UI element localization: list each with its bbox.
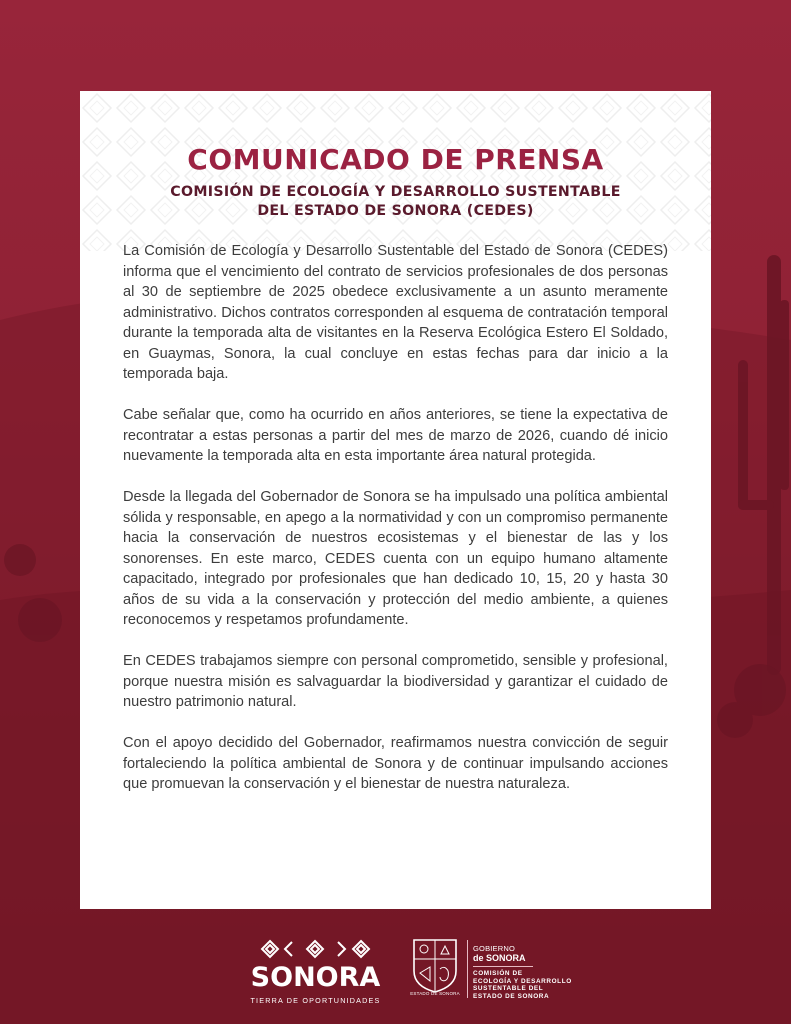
paragraph-2: Cabe señalar que, como ha ocurrido en años anteriores, se tiene la expectativa de recontratar a estas personas a partir del mes de marzo de 2026, cuando dé inicio nuevamente la temporada alta en esta importante área natural protegida. (123, 407, 668, 464)
press-release-card (80, 91, 711, 909)
paragraph-3: Desde la llegada del Gobernador de Sonora se ha impulsado una política ambiental sólida y responsable, en apego a la normatividad y con un compromiso permanente hacia la conservación de nuestros ecosistemas y el bienestar de las y los sonorenses. En este marco, CEDES cuenta con un equipo humano altamente capacitado, integrado por profesionales que han dedicado 10, 15, 20 y hasta 30 años de su vida a la conservación y protección del medio ambiente, a quienes reconocemos y respetamos profundamente. (123, 489, 668, 628)
sonora-tagline: TIERRA DE OPORTUNIDADES (250, 996, 381, 1005)
gov-line-2: de SONORA (473, 953, 526, 963)
government-logo (410, 937, 580, 1005)
logo-divider (467, 940, 468, 998)
page-title: COMUNICADO DE PRENSA (187, 143, 604, 176)
gov-separator (473, 966, 533, 967)
paragraph-5: Con el apoyo decidido del Gobernador, reafirmamos nuestra convicción de seguir fortaleciendo la política ambiental de Sonora y de continuar impulsando acciones que promuevan la conservación y el bienestar de nuestra naturaleza. (123, 735, 668, 792)
state-coat-of-arms-icon (410, 937, 460, 999)
shield-label: ESTADO DE SONORA (410, 991, 460, 996)
org-line-4: ESTADO DE SONORA (473, 992, 550, 1000)
org-line-2: ECOLOGÍA Y DESARROLLO (473, 977, 572, 985)
org-line-1: COMISIÓN DE (473, 970, 523, 977)
government-name (473, 945, 588, 1000)
org-line-3: SUSTENTABLE DEL (473, 985, 544, 992)
paragraph-1: La Comisión de Ecología y Desarrollo Sustentable del Estado de Sonora (CEDES) informa que el vencimiento del contrato de servicios profesionales de dos personas al 30 de septiembre de 2025 obedece exclusivamente a un asunto meramente administrativo. Dichos contratos corresponden al esquema de contratación temporal durante la temporada alta de visitantes en la Reserva Ecológica Estero El Soldado, en Guaymas, Sonora, la cual concluye en estas fechas para dar inicio a la temporada baja. (123, 243, 668, 382)
subtitle-line-2: DEL ESTADO DE SONORA (CEDES) (257, 203, 534, 219)
sonora-logo (248, 938, 383, 1008)
subtitle-line-1: COMISIÓN DE ECOLOGÍA Y DESARROLLO SUSTENTABLE (170, 184, 621, 200)
sonora-diamond-glyphs (248, 938, 383, 962)
paragraph-4: En CEDES trabajamos siempre con personal comprometido, sensible y profesional, porque nuestra misión es salvaguardar la biodiversidad y garantizar el cuidado de nuestro patrimonio natural. (123, 653, 668, 710)
page-subtitle (80, 183, 711, 221)
sonora-wordmark: SONORA (250, 962, 381, 993)
footer (0, 920, 791, 1024)
gov-line-1: GOBIERNO (473, 944, 516, 953)
body-text (123, 241, 668, 815)
